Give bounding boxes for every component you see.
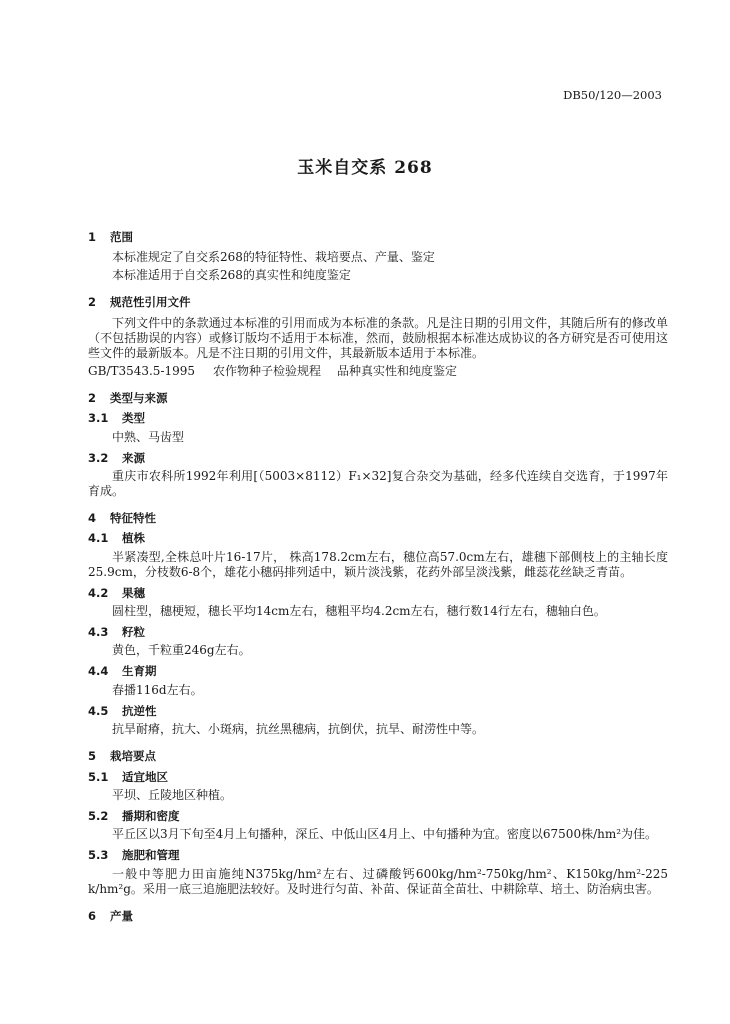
document-title: 玉米自交系 268	[297, 158, 433, 178]
section-heading: 1 范围	[88, 230, 133, 244]
paragraph: 平丘区以3月下旬至4月上旬播种，深丘、中低山区4月上、中旬播种为宜。密度以67500株/hm²为佳。	[112, 827, 658, 842]
paragraph: 黄色，千粒重246g左右。	[112, 643, 251, 658]
paragraph: 圆柱型，穗梗短，穗长平均14cm左右，穗粗平均4.2cm左右，穗行数14行左右，穗轴白色。	[112, 604, 606, 618]
paragraph: 半紧凑型,全株总叶片16-17片， 株高178.2cm左右，穗位高57.0cm左右，雄穗下部侧枝上的主轴长度25.9cm，分枝数6-8个，雄花小穗码排列适中，颖片淡浅紫，花药外部呈淡浅紫，雌蕊花丝缺乏青苗。	[88, 549, 668, 579]
subsection-heading: 5.3 施肥和管理	[88, 848, 180, 863]
subsection-heading: 5.2 播期和密度	[88, 808, 180, 823]
paragraph: 本标准规定了自交系268的特征特性、栽培要点、产量、鉴定	[112, 250, 435, 265]
section-heading: 5 栽培要点	[88, 749, 156, 764]
document-body	[88, 218, 668, 929]
section-heading: 2 类型与来源	[88, 390, 168, 405]
paragraph: 下列文件中的条款通过本标准的引用而成为本标准的条款。凡是注日期的引用文件，其随后所有的修改单（不包括勘误的内容）或修订版均不适用于本标准，然而，鼓励根据本标准达成协议的各方研究是否可使用这些文件的最新版本。凡是不注日期的引用文件，其最新版本适用于本标准。	[88, 315, 668, 360]
section-heading: 2 规范性引用文件	[88, 295, 191, 310]
paragraph: 本标准适用于自交系268的真实性和纯度鉴定	[112, 268, 351, 283]
paragraph: 抗旱耐瘠，抗大、小斑病，抗丝黑穗病，抗倒伏，抗旱、耐涝性中等。	[112, 722, 485, 737]
reference-entry: GB/T3543.5-1995 农作物种子检验规程 品种真实性和纯度鉴定	[88, 363, 458, 378]
subsection-heading: 5.1 适宜地区	[88, 769, 168, 784]
paragraph: 平坝、丘陵地区种植。	[112, 787, 233, 802]
document-number: DB50/120—2003	[563, 88, 662, 102]
subsection-heading: 4.5 抗逆性	[88, 703, 157, 718]
subsection-heading: 4.3 籽粒	[88, 625, 145, 639]
subsection-heading: 4.1 植株	[88, 531, 145, 546]
section-heading: 6 产量	[88, 908, 133, 923]
subsection-heading: 3.1 类型	[88, 411, 145, 426]
paragraph: 一般中等肥力田亩施纯N375kg/hm²左右、过磷酸钙600kg/hm²-750kg/hm²、K150kg/hm²-225 k/hm²g。采用一底三追施肥法较好。及时进行匀苗、补苗、保证苗全苗壮、中耕除草、培土、防治病虫害。	[88, 866, 668, 896]
paragraph: 春播116d左右。	[112, 682, 203, 697]
paragraph: 中熟、马齿型	[112, 429, 185, 444]
subsection-heading: 4.2 果穗	[88, 585, 145, 600]
subsection-heading: 4.4 生育期	[88, 664, 157, 679]
paragraph: 重庆市农科所1992年利用[（5003×8112）F₁×32]复合杂交为基础，经多代连续自交选育，于1997年育成。	[88, 468, 668, 498]
subsection-heading: 3.2 来源	[88, 450, 145, 465]
section-heading: 4 特征特性	[88, 510, 156, 525]
